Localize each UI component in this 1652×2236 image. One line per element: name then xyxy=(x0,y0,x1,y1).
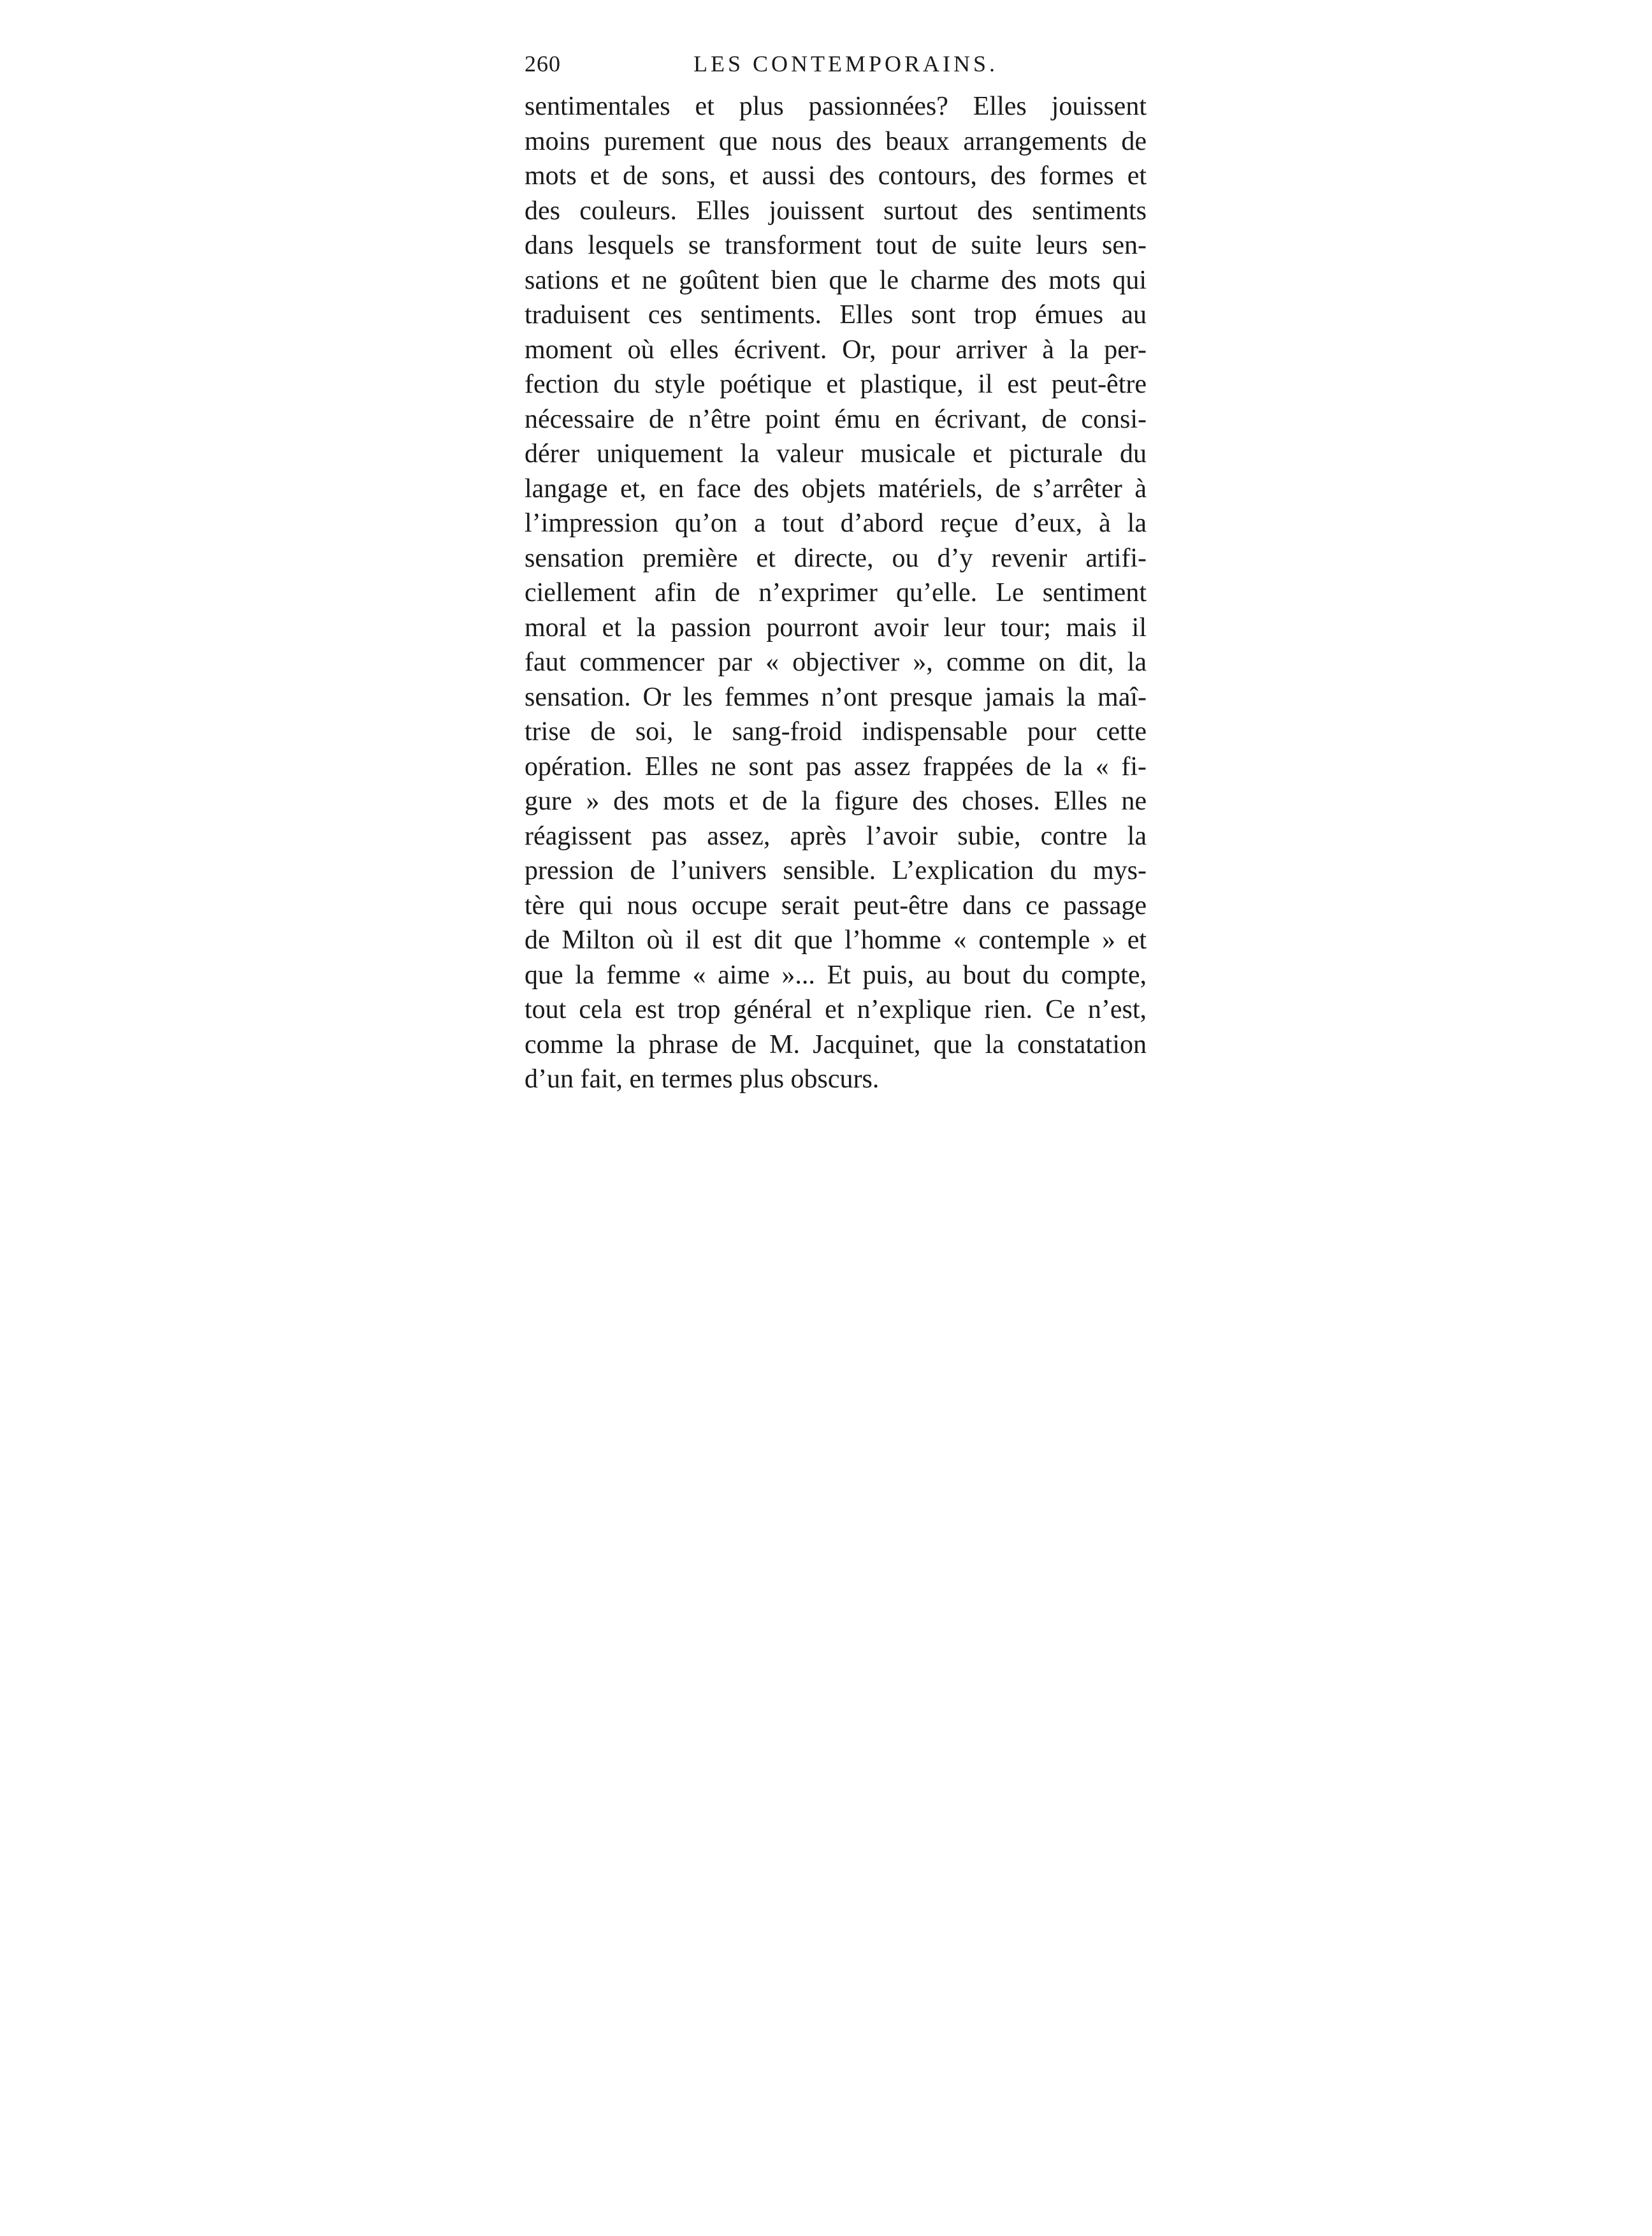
text-line: moment où elles écrivent. Or, pour arriver à la per- xyxy=(525,335,1147,365)
text-line: sentimentales et plus passionnées? Elles jouissent xyxy=(525,92,1147,121)
text-line: trise de soi, le sang-froid indispensable pour cette xyxy=(525,717,1147,746)
text-line: comme la phrase de M. Jacquinet, que la constatation xyxy=(525,1029,1147,1059)
text-line: langage et, en face des objets matériels, de s’arrêter à xyxy=(525,474,1147,504)
text-line: traduisent ces sentiments. Elles sont trop émues au xyxy=(525,300,1147,330)
text-line: mots et de sons, et aussi des contours, des formes et xyxy=(525,161,1147,191)
text-line: dans lesquels se transforment tout de suite leurs sen- xyxy=(525,231,1147,260)
text-line: moins purement que nous des beaux arrangements de xyxy=(525,126,1147,156)
text-line: tout cela est trop général et n’explique rien. Ce n’est, xyxy=(525,995,1147,1024)
text-line: que la femme « aime »... Et puis, au bout du compte, xyxy=(525,960,1147,990)
text-line: sensation. Or les femmes n’ont presque jamais la maî- xyxy=(525,682,1147,712)
text-line: des couleurs. Elles jouissent surtout des sentiments xyxy=(525,196,1147,226)
text-line: gure » des mots et de la figure des choses. Elles ne xyxy=(525,787,1147,816)
text-line: dérer uniquement la valeur musicale et picturale du xyxy=(525,439,1147,468)
text-line-last: d’un fait, en termes plus obscurs. xyxy=(525,1064,880,1094)
text-line: moral et la passion pourront avoir leur tour; mais il xyxy=(525,613,1147,642)
text-line: sations et ne goûtent bien que le charme des mots qui xyxy=(525,265,1147,295)
page-header xyxy=(525,45,1147,83)
body-text xyxy=(525,89,1147,1097)
text-line: ciellement afin de n’exprimer qu’elle. Le sentiment xyxy=(525,578,1147,607)
text-line: nécessaire de n’être point ému en écrivant, de consi- xyxy=(525,404,1147,434)
text-line: tère qui nous occupe serait peut-être dans ce passage xyxy=(525,890,1147,920)
text-line: l’impression qu’on a tout d’abord reçue d’eux, à la xyxy=(525,509,1147,538)
text-line: faut commencer par « objectiver », comme on dit, la xyxy=(525,648,1147,677)
text-line: pression de l’univers sensible. L’explication du mys- xyxy=(525,856,1147,885)
text-line: opération. Elles ne sont pas assez frappées de la « fi- xyxy=(525,751,1147,781)
page-number: 260 xyxy=(525,51,561,76)
text-line: réagissent pas assez, après l’avoir subie, contre la xyxy=(525,821,1147,851)
text-line: fection du style poétique et plastique, il est peut-être xyxy=(525,370,1147,399)
running-title: LES CONTEMPORAINS. xyxy=(693,51,999,76)
text-line: de Milton où il est dit que l’homme « contemple » et xyxy=(525,926,1147,955)
text-line: sensation première et directe, ou d’y revenir artifi- xyxy=(525,543,1147,573)
